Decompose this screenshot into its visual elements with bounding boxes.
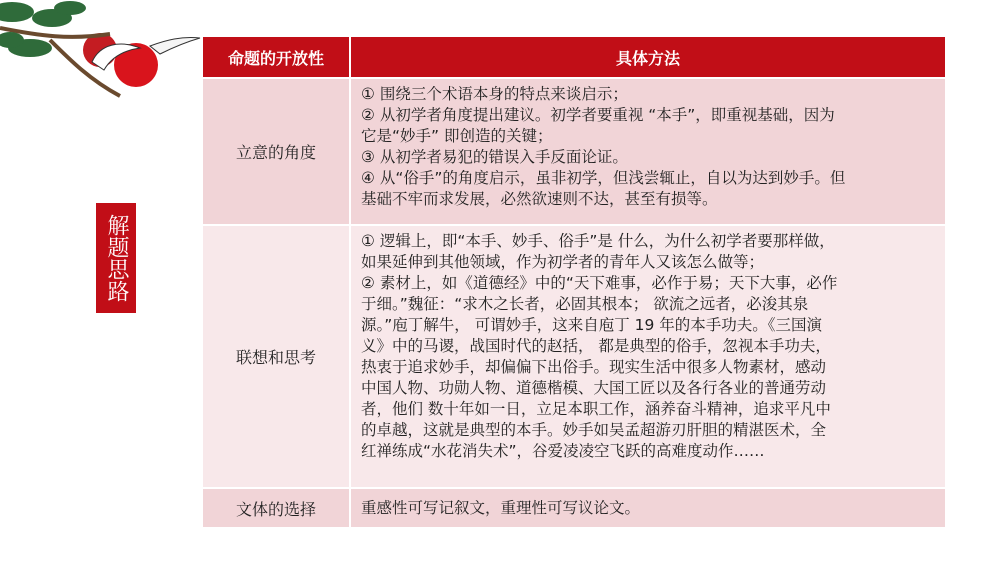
text-line: 它是“妙手” 即创造的关键； xyxy=(361,127,553,145)
row-value-wenti xyxy=(350,488,946,528)
header-specific-methods: 具体方法 xyxy=(350,36,946,78)
method-table xyxy=(201,35,947,529)
row-value-liyi xyxy=(350,78,946,225)
text-line: 于细。”魏征：“求木之长者，必固其根本； 欲流之远者，必浚其泉 xyxy=(361,295,809,313)
table-row xyxy=(202,488,946,528)
row-key-liyi: 立意的角度 xyxy=(202,78,350,225)
header-openness: 命题的开放性 xyxy=(202,36,350,78)
table-header-row xyxy=(202,36,946,78)
text-line: 源。”庖丁解牛， 可谓妙手，这来自庖丁 19 年的本手功夫。《三国演 xyxy=(361,316,823,334)
text-line: ② 从初学者角度提出建议。初学者要重视 “本手”，即重视基础，因为 xyxy=(361,106,835,124)
text-line: ① 逻辑上，即“本手、妙手、俗手”是 什么，为什么初学者要那样做， xyxy=(361,232,835,250)
text-line: 的卓越，这就是典型的本手。妙手如吴孟超游刃肝胆的精湛医术，全 xyxy=(361,421,827,439)
text-line: ④ 从“俗手”的角度启示，虽非初学，但浅尝辄止，自以为达到妙手。但 xyxy=(361,169,846,187)
table-row xyxy=(202,225,946,488)
row-value-lianxiang xyxy=(350,225,946,488)
text-line: 基础不牢而求发展，必然欲速则不达，甚至有损等。 xyxy=(361,190,718,208)
text-line: 中国人物、功勋人物、道德楷模、大国工匠以及各行各业的普通劳动 xyxy=(361,379,827,397)
text-line: 重感性可写记叙文，重理性可写议论文。 xyxy=(361,499,641,517)
row-key-wenti: 文体的选择 xyxy=(202,488,350,528)
side-label-jieti-silu: 解题思路 xyxy=(96,203,136,313)
text-line: ① 围绕三个术语本身的特点来谈启示； xyxy=(361,85,628,103)
text-line: 者，他们 数十年如一日，立足本职工作，涵养奋斗精神，追求平凡中 xyxy=(361,400,831,418)
text-line: 红禅练成“水花消失术”，谷爱凌凌空飞跃的高难度动作…… xyxy=(361,442,765,460)
row-key-lianxiang: 联想和思考 xyxy=(202,225,350,488)
table-row xyxy=(202,78,946,225)
text-line: 热衷于追求妙手，却偏偏下出俗手。现实生活中很多人物素材，感动 xyxy=(361,358,827,376)
pine-crane-sun-decoration xyxy=(0,0,210,110)
text-line: 义》中的马谡，战国时代的赵括， 都是典型的俗手，忽视本手功夫， xyxy=(361,337,831,355)
text-line: ③ 从初学者易犯的错误入手反面论证。 xyxy=(361,148,628,166)
text-line: 如果延伸到其他领域，作为初学者的青年人又该怎么做等； xyxy=(361,253,765,271)
text-line: ② 素材上，如《道德经》中的“天下难事，必作于易；天下大事，必作 xyxy=(361,274,838,292)
